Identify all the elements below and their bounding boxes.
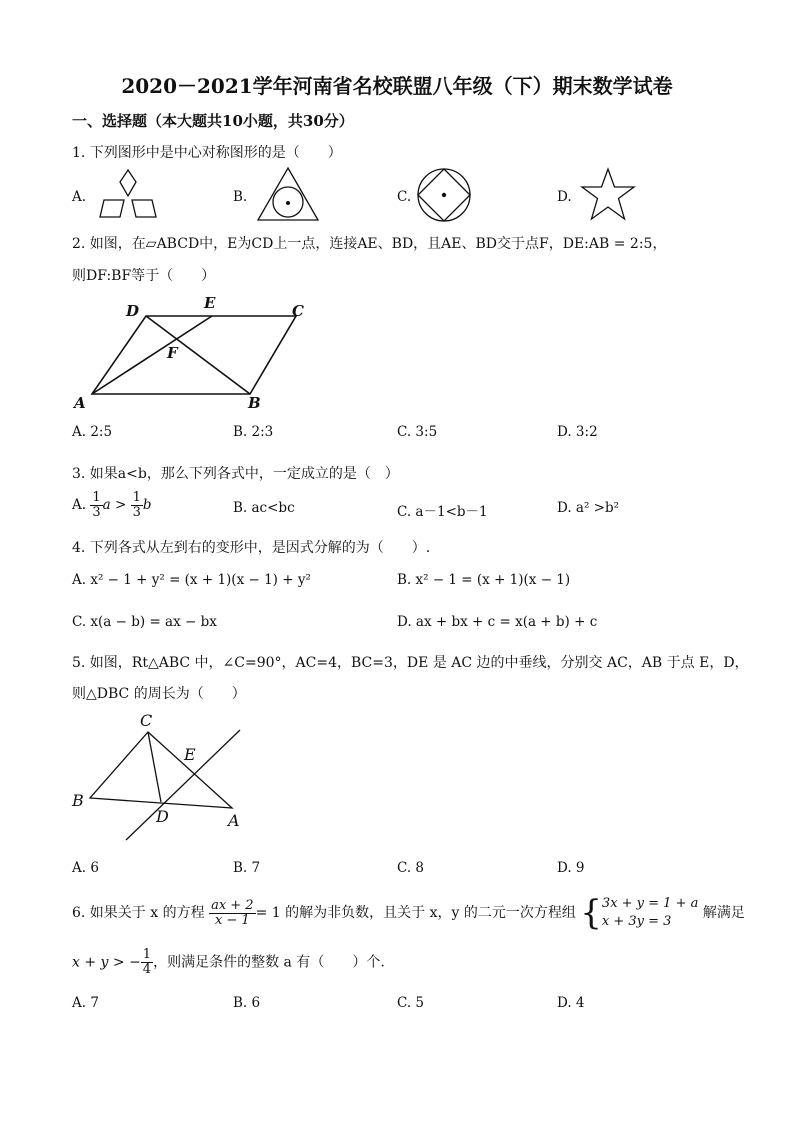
fraction-numerator: 1 xyxy=(142,947,152,962)
q3-option-d: D. a² >b² xyxy=(557,500,620,516)
q1-option-b-label: B. xyxy=(233,189,248,205)
q3-option-a xyxy=(72,491,152,520)
q3-option-a-middle: a > xyxy=(102,497,127,513)
perpendicular-bisector-de xyxy=(126,730,240,840)
question-1-stem: 1. 下列图形中是中心对称图形的是（ ） xyxy=(72,145,342,161)
question-2-stem-line2: 则DF:BF等于（ ） xyxy=(72,268,216,284)
q4-option-b: B. x² − 1 = (x + 1)(x − 1) xyxy=(397,572,571,588)
segment-ae xyxy=(92,316,212,394)
equation-fraction xyxy=(209,899,256,928)
q4-option-c: C. x(a − b) = ax − bx xyxy=(72,614,217,630)
q4-option-d: D. ax + bx + c = x(a + b) + c xyxy=(397,614,598,630)
q1-option-d-label: D. xyxy=(557,189,572,205)
q1-option-c-figure xyxy=(414,166,474,224)
q1-option-b-figure xyxy=(256,166,320,224)
system-equation-1: 3x + y = 1 + a xyxy=(601,896,699,911)
rhombus-top-shape xyxy=(120,170,136,196)
label-c: C xyxy=(292,302,304,320)
q3-option-c: C. a－1<b－1 xyxy=(397,504,488,520)
system-brace: { xyxy=(580,893,602,933)
q5-option-b: B. 7 xyxy=(233,860,261,876)
triangle-shape xyxy=(258,168,318,220)
q3-option-a-prefix: A. xyxy=(72,497,87,513)
q4-option-a: A. x² − 1 + y² = (x + 1)(x − 1) + y² xyxy=(72,572,311,588)
inequality-left: x + y > − xyxy=(72,954,141,971)
fraction-denominator: 3 xyxy=(92,505,101,520)
q3-option-a-end: b xyxy=(142,497,152,513)
q5-option-a: A. 6 xyxy=(72,860,99,876)
q2-option-c: C. 3:5 xyxy=(397,424,438,440)
label-a: A xyxy=(74,394,86,412)
q2-parallelogram-figure xyxy=(70,292,322,416)
question-3-stem: 3. 如果a<b，那么下列各式中，一定成立的是（ ） xyxy=(72,466,399,482)
equation-numerator: ax + 2 xyxy=(211,897,254,913)
system-equation-2: x + 3y = 3 xyxy=(601,914,672,929)
q6-option-b: B. 6 xyxy=(233,995,261,1011)
question-6-line1 xyxy=(72,895,745,931)
rhombus-right-shape xyxy=(132,200,156,217)
q5-option-c: C. 8 xyxy=(397,860,425,876)
q6-text-a: 6. 如果关于 x 的方程 xyxy=(72,905,205,921)
question-4-stem: 4. 下列各式从左到右的变形中，是因式分解的为（ ）. xyxy=(72,540,431,556)
label-d: D xyxy=(126,302,140,320)
label-b: B xyxy=(72,791,84,810)
q1-option-c-label: C. xyxy=(397,189,412,205)
question-5-stem-line2: 则△DBC 的周长为（ ） xyxy=(72,686,246,702)
label-d: D xyxy=(156,807,169,826)
q1-option-a-label: A. xyxy=(72,189,87,205)
q1-option-d-figure xyxy=(578,166,638,224)
q2-option-d: D. 3:2 xyxy=(557,424,598,440)
exam-title: 2020－2021学年河南省名校联盟八年级（下）期末数学试卷 xyxy=(121,74,673,98)
triangle-abc xyxy=(90,732,232,808)
question-2-stem-line1: 2. 如图，在▱ABCD中，E为CD上一点，连接AE、BD，且AE、BD交于点F，DE:AB = 2:5， xyxy=(72,236,667,252)
center-dot-shape xyxy=(442,193,446,197)
question-5-stem-line1: 5. 如图，Rt△ABC 中，∠C=90°，AC=4，BC=3，DE 是 AC 边的中垂线，分别交 AC，AB 于点 E，D， xyxy=(72,655,749,671)
q6-option-c: C. 5 xyxy=(397,995,425,1011)
q1-option-a-figure xyxy=(96,167,160,223)
label-c: C xyxy=(140,711,153,730)
label-b: B xyxy=(248,394,261,412)
fraction-numerator: 1 xyxy=(132,490,141,505)
segment-bd xyxy=(146,316,250,394)
q6-text-d: ，则满足条件的整数 a 有（ ）个. xyxy=(153,954,385,971)
center-dot-shape xyxy=(286,201,290,205)
q5-option-d: D. 9 xyxy=(557,860,585,876)
star-shape xyxy=(582,169,634,219)
q6-option-d: D. 4 xyxy=(557,995,585,1011)
equation-system xyxy=(602,895,698,931)
fraction-denominator: 3 xyxy=(132,505,141,520)
label-f: F xyxy=(167,344,178,362)
q2-option-b: B. 2:3 xyxy=(233,424,274,440)
fraction-denominator: 4 xyxy=(142,962,152,977)
q5-triangle-figure xyxy=(70,710,252,844)
equation-denominator: x − 1 xyxy=(214,912,250,928)
label-e: E xyxy=(204,294,216,312)
fraction-numerator: 1 xyxy=(92,490,101,505)
section-heading: 一、选择题（本大题共10小题，共30分） xyxy=(72,112,354,130)
fraction-one-third xyxy=(90,491,102,520)
q3-option-b: B. ac<bc xyxy=(233,500,295,516)
label-a: A xyxy=(228,811,240,830)
label-e: E xyxy=(184,745,196,764)
fraction-one-quarter xyxy=(141,948,153,977)
q6-text-b: = 1 的解为非负数，且关于 x，y 的二元一次方程组 xyxy=(255,905,576,921)
q2-option-a: A. 2:5 xyxy=(72,424,113,440)
q6-option-a: A. 7 xyxy=(72,995,99,1011)
q6-text-c: 解满足 xyxy=(702,905,745,921)
fraction-one-third-b xyxy=(131,491,143,520)
question-6-line2 xyxy=(72,948,385,977)
rhombus-left-shape xyxy=(100,200,124,217)
